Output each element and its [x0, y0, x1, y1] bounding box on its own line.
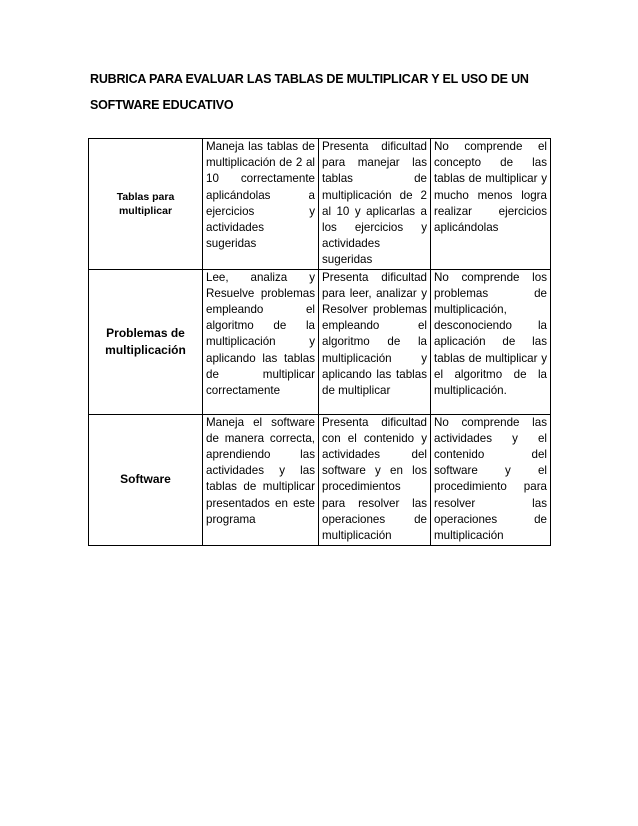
level-cell: Presenta dificultad para manejar las tablas de multiplicación de 2 al 10 y aplicarlas a los ejercicios y actividades sugeridas [319, 139, 431, 270]
level-cell: No comprende los problemas de multiplicación, desconociendo la aplicación de las tablas de multiplicar y el algoritmo de la multiplicación. [431, 269, 551, 414]
level-cell: Maneja el software de manera correcta, aprendiendo las actividades y las tablas de multiplicar presentados en este programa [203, 414, 319, 545]
page-title: RUBRICA PARA EVALUAR LAS TABLAS DE MULTIPLICAR Y EL USO DE UN SOFTWARE EDUCATIVO [90, 72, 529, 112]
level-cell: Maneja las tablas de multiplicación de 2 al 10 correctamente aplicándolas a ejercicios y actividades sugeridas [203, 139, 319, 270]
table-row [89, 414, 551, 545]
level-cell: Lee, analiza y Resuelve problemas empleando el algoritmo de la multiplicación y aplicando las tablas de multiplicar correctamente [203, 269, 319, 414]
level-cell: Presenta dificultad con el contenido y actividades del software y en los procedimientos para resolver las operaciones de multiplicación [319, 414, 431, 545]
level-cell: Presenta dificultad para leer, analizar y Resolver problemas empleando el algoritmo de la multiplicación y aplicando las tablas de multiplicar [319, 269, 431, 414]
criterion-cell: Tablas para multiplicar [89, 139, 203, 270]
level-cell: No comprende las actividades y el contenido del software y el procedimiento para resolver las operaciones de multiplicación [431, 414, 551, 545]
table-row [89, 139, 551, 270]
criterion-cell: Problemas de multiplicación [89, 269, 203, 414]
table-row [89, 269, 551, 414]
rubric-table [88, 138, 551, 546]
criterion-cell: Software [89, 414, 203, 545]
level-cell: No comprende el concepto de las tablas de multiplicar y mucho menos logra realizar ejercicios aplicándolas [431, 139, 551, 270]
